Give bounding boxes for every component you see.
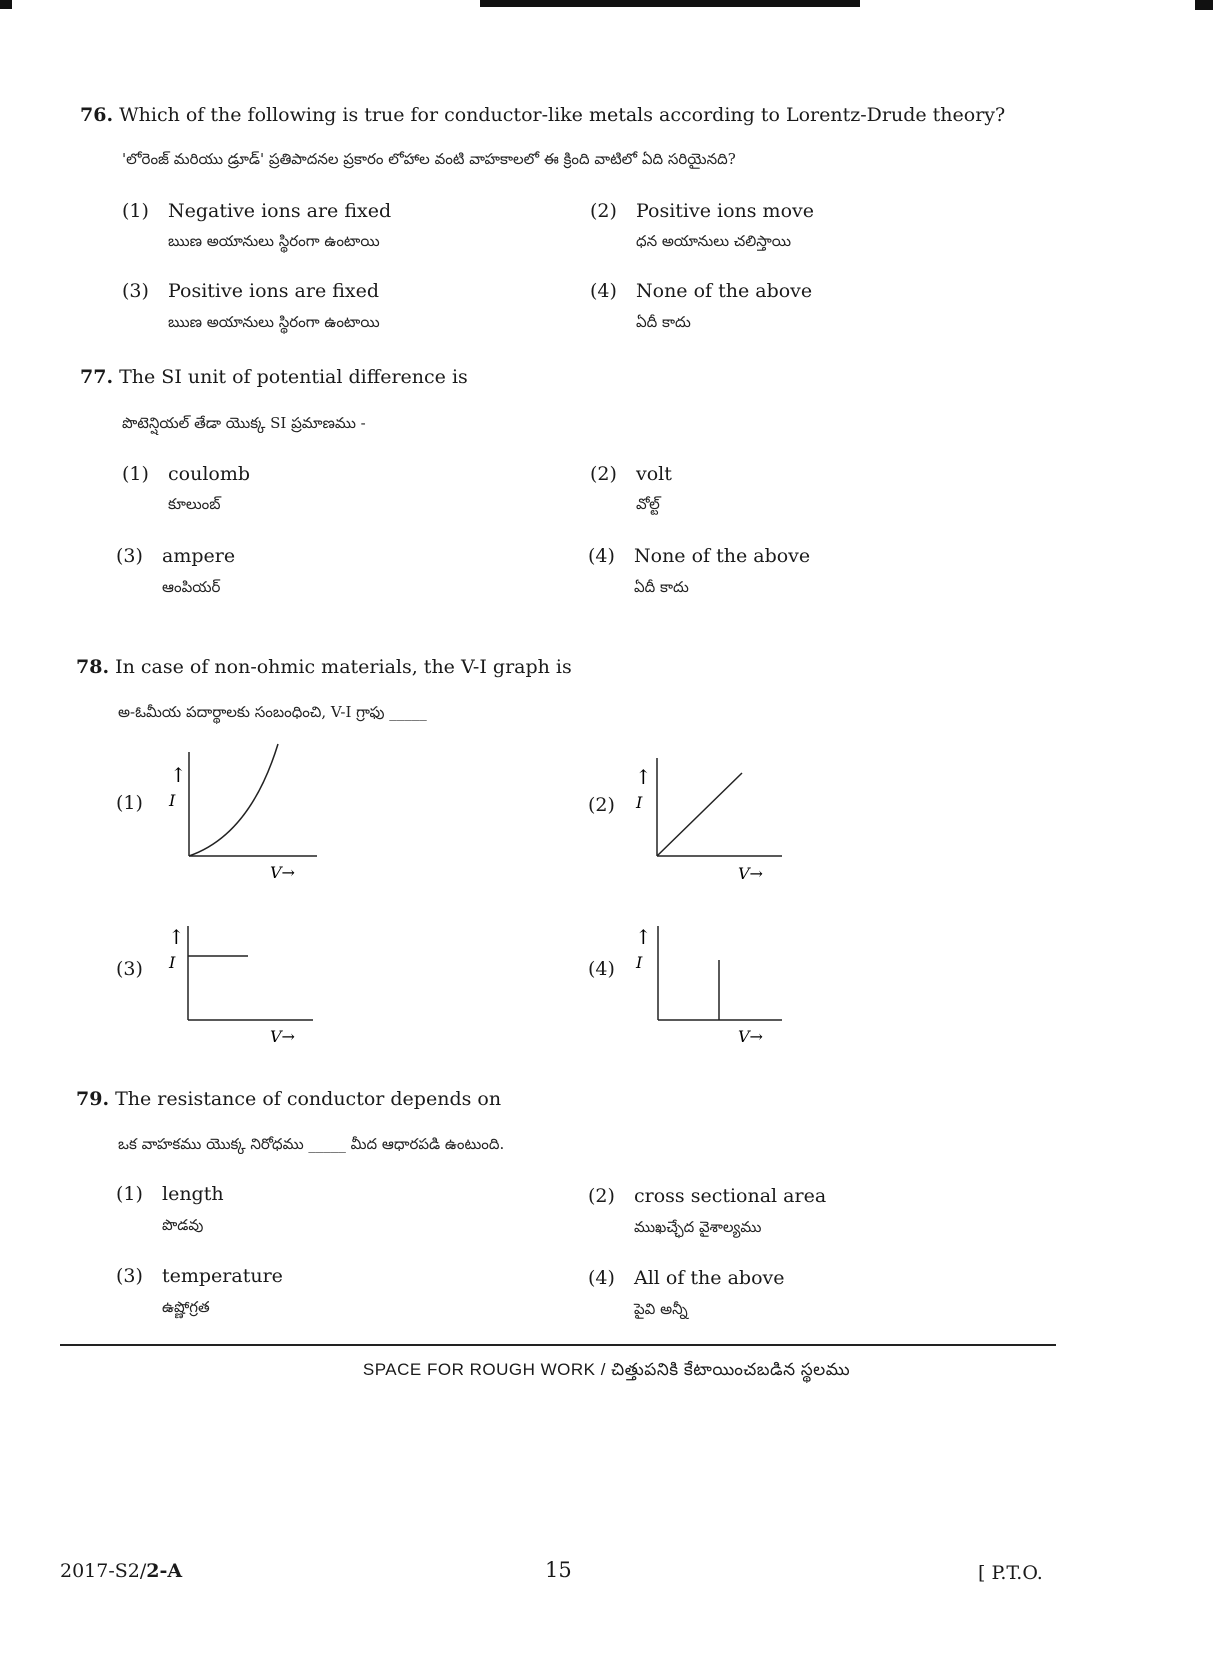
graph-option-1 [160,740,330,885]
option-number: (4) [588,545,615,567]
option-text: Negative ions are fixed [168,200,392,222]
option-number: (1) [122,463,149,485]
option-number: (2) [590,200,617,222]
question-number: 78. [76,656,110,678]
option-text-telugu: ఆంపియర్ [162,578,221,596]
option-number: (4) [590,280,617,302]
option-text: All of the above [634,1267,785,1289]
axis-label-x: V→ [738,864,763,883]
option-number[interactable]: (4) [588,958,615,980]
arrow-up-icon: ↑ [635,925,652,949]
arrow-up-icon: ↑ [635,765,652,789]
curve-concave-up [189,744,278,856]
scan-edge-mark [1195,0,1213,10]
option[interactable] [590,463,672,485]
option[interactable] [122,280,379,302]
question-text: In case of non-ohmic materials, the V-I graph is [115,656,572,678]
paper-code-prefix: 2017-S2/ [60,1560,147,1582]
option-number[interactable]: (1) [116,792,143,814]
question-text: The resistance of conductor depends on [115,1088,502,1110]
paper-code [60,1560,182,1582]
option-text-telugu: వోల్ట్ [636,495,660,513]
arrow-up-icon: ↑ [170,763,187,787]
rough-work-label: SPACE FOR ROUGH WORK / చిత్తుపనికి కేటాయించబడిన స్థలము [362,1360,851,1379]
scan-edge-mark [0,0,12,9]
axis-label-x: V→ [738,1027,763,1046]
axis-label-y: I [169,791,176,810]
option-text: None of the above [636,280,813,302]
option-number: (4) [588,1267,615,1289]
graph-option-4 [630,920,800,1050]
option-text: coulomb [168,463,251,485]
section-divider [60,1344,1056,1346]
question-text: Which of the following is true for conductor-like metals according to Lorentz-Drude theory? [119,104,1006,126]
option[interactable] [122,463,250,485]
option-number[interactable]: (2) [588,794,615,816]
question-number: 77. [80,366,114,388]
option-text: Positive ions are fixed [168,280,380,302]
option-text-telugu: ఋణ అయానులు స్థిరంగా ఉంటాయి [168,313,380,331]
option-number: (1) [122,200,149,222]
option-text-telugu: ఉష్ణోగ్రత [162,1298,210,1316]
graph-option-3 [160,920,330,1050]
question-78 [76,656,572,678]
question-text: The SI unit of potential difference is [119,366,468,388]
option-text-telugu: పొడవు [162,1216,204,1234]
question-text-telugu: ఒక వాహకము యొక్క నిరోధము _____ మీద ఆధారపడి ఉంటుంది. [118,1135,505,1153]
option-number: (3) [116,1265,143,1287]
axis-label-x: V→ [270,1027,295,1046]
option-text-telugu: పైవి అన్నీ [634,1300,688,1318]
option-number: (2) [588,1185,615,1207]
option[interactable] [590,280,812,302]
option[interactable] [588,1185,826,1207]
option-number: (2) [590,463,617,485]
option[interactable] [588,545,810,567]
option-text: length [162,1183,224,1205]
axis-label-y: I [636,953,643,972]
question-77 [80,366,468,388]
option[interactable] [590,200,814,222]
straight-line [657,773,742,856]
scan-edge-mark [480,0,860,7]
option[interactable] [116,1183,224,1205]
option-text-telugu: ఏదీ కాదు [634,578,689,596]
option-number: (1) [116,1183,143,1205]
option-text: volt [636,463,672,485]
arrow-up-icon: ↑ [168,925,185,949]
option-text-telugu: ధన అయానులు చలిస్తాయి [636,232,791,250]
axis-label-y: I [169,953,176,972]
question-79 [76,1088,501,1110]
question-number: 76. [80,104,114,126]
option[interactable] [122,200,391,222]
option[interactable] [588,1267,785,1289]
question-text-telugu: అ-ఓమీయ పదార్థాలకు సంబంధించి, V-I గ్రాఫు _____ [118,703,427,721]
option-number[interactable]: (3) [116,958,143,980]
pto-label: [ P.T.O. [978,1562,1043,1584]
option-text-telugu: కూలుంబ్ [168,495,221,513]
question-76 [80,104,1005,126]
option-number: (3) [116,545,143,567]
question-number: 79. [76,1088,110,1110]
option-text: ampere [162,545,236,567]
page-number: 15 [545,1558,572,1582]
option-text-telugu: ముఖచ్ఛేద వైశాల్యము [634,1218,762,1236]
question-text-telugu: 'లోరెంజ్ మరియు డ్రూడ్' ప్రతిపాదనల ప్రకారం లోహాల వంటి వాహకాలలో ఈ క్రింది వాటిలో ఏది సరియైనది? [122,150,736,168]
paper-code-set: 2-A [146,1560,183,1582]
option-number: (3) [122,280,149,302]
graph-option-2 [630,752,800,887]
option[interactable] [116,1265,283,1287]
axis-label-y: I [636,793,643,812]
option[interactable] [116,545,235,567]
axis-label-x: V→ [270,863,295,882]
option-text: temperature [162,1265,283,1287]
option-text-telugu: ఏదీ కాదు [636,313,691,331]
option-text-telugu: ఋణ అయానులు స్థిరంగా ఉంటాయి [168,232,380,250]
option-text: None of the above [634,545,811,567]
option-text: Positive ions move [636,200,814,222]
question-text-telugu: పొటెన్షియల్ తేడా యొక్క SI ప్రమాణము - [122,414,366,432]
option-text: cross sectional area [634,1185,827,1207]
